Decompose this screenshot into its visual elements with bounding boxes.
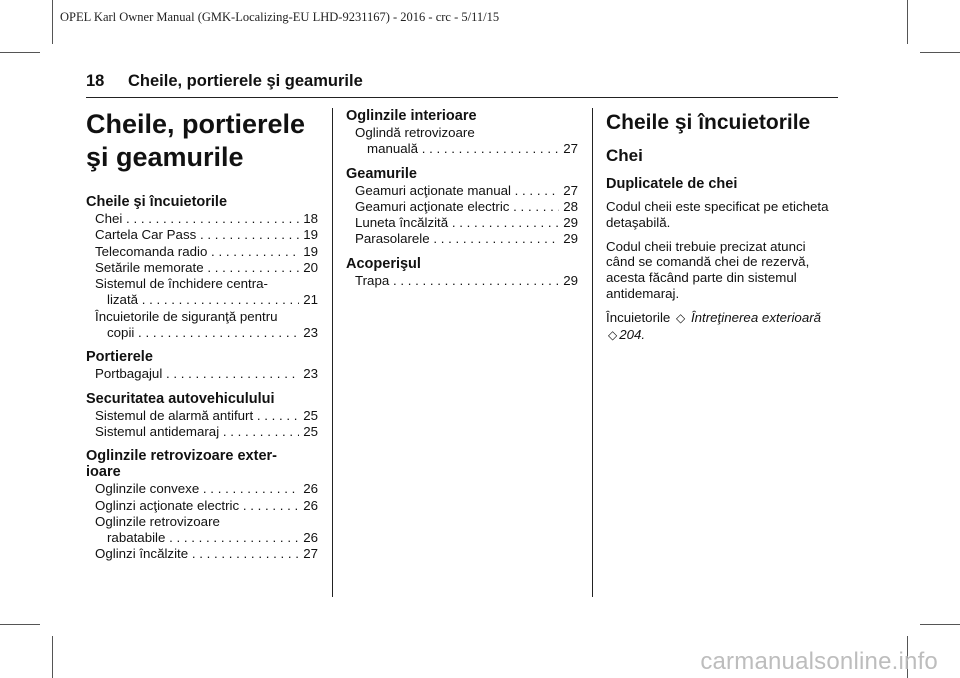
toc-section-title: Portierele (86, 349, 153, 366)
crop-mark (52, 0, 53, 44)
header-rule (86, 97, 838, 98)
toc-section (86, 391, 318, 441)
crop-mark (907, 0, 908, 44)
paragraph: Codul cheii trebuie precizat atunci când se comandă chei de rezervă, acesta făcând parte din sistemul antidemaraj. (606, 238, 810, 301)
toc-section-title: Securitatea autovehiculului (86, 390, 275, 407)
toc-entry[interactable]: 19 Cartela Car Pass . . . (86, 227, 318, 243)
crop-mark (0, 624, 40, 625)
running-head (86, 72, 363, 91)
toc-section (346, 256, 578, 289)
cross-reference-link[interactable]: exterioară (761, 309, 822, 325)
toc-entry[interactable]: 29 Trapa . . . (346, 273, 578, 289)
running-head-title: Cheile, portierele şi geamurile (128, 72, 363, 90)
topic-heading: Duplicatele de chei (606, 176, 738, 192)
toc-section-title: Oglinzile retrovizoare exter-ioare (86, 448, 277, 481)
toc-entry[interactable]: 26 Oglinzile convexe . . . (86, 481, 318, 497)
toc-section (86, 448, 318, 562)
toc-section (86, 349, 318, 382)
toc-entry[interactable]: 26 Oglinzi acţionate electric . . . (86, 498, 318, 514)
crop-mark (920, 52, 960, 53)
column-divider (592, 108, 593, 597)
toc-entry[interactable]: 29 Parasolarele . . . (346, 231, 578, 247)
toc-entry[interactable]: 25 Sistemul de alarmă antifurt . . . (86, 408, 318, 424)
page-reference-icon: ◇ (676, 310, 686, 325)
toc-entry[interactable]: 18 Chei . . . (86, 211, 318, 227)
cross-reference-page[interactable]: 204. (619, 326, 646, 342)
toc-section-title: Geamurile (346, 165, 417, 182)
toc-entry[interactable]: 25 Sistemul antidemaraj . . . (86, 424, 318, 440)
toc-entry[interactable]: 20 Setările memorate . . . (86, 260, 318, 276)
toc-column-2 (346, 108, 578, 289)
body-column (606, 110, 832, 351)
page-reference-icon: ◇ (608, 327, 618, 342)
toc-column-1 (86, 108, 318, 563)
crop-mark (52, 636, 53, 678)
toc-section (86, 194, 318, 341)
toc-section (346, 166, 578, 248)
cross-reference-link[interactable]: Întreţinerea (690, 309, 759, 325)
document-header: OPEL Karl Owner Manual (GMK-Localizing-EU LHD-9231167) - 2016 - crc - 5/11/15 (60, 10, 500, 24)
toc-entry[interactable]: Oglindă retrovizoare 27 manuală . . . (346, 125, 578, 158)
paragraph: Încuietorile ◇ Întreţinerea exterioară◇ 204. (606, 309, 822, 342)
section-heading: Cheile şi încuietorile (606, 111, 811, 134)
toc-entry[interactable]: Sistemul de închidere centra- 21 lizată . . . (86, 276, 318, 309)
watermark: carmanualsonline.info (700, 648, 938, 675)
toc-entry[interactable]: 23 Portbagajul . . . (86, 366, 318, 382)
chapter-title: Cheile, portierele şi geamurile (86, 109, 306, 172)
paragraph: Codul cheii este specificat pe eticheta detaşabilă. (606, 199, 829, 230)
column-divider (332, 108, 333, 597)
page-number: 18 (86, 72, 105, 90)
toc-entry[interactable]: Oglinzile retrovizoare 26 rabatabile . . . (86, 514, 318, 547)
toc-entry[interactable]: 29 Luneta încălzită . . . (346, 215, 578, 231)
toc-section (346, 108, 578, 158)
subsection-heading: Chei (606, 146, 643, 165)
toc-section-title: Cheile şi încuietorile (86, 194, 228, 210)
crop-mark (920, 624, 960, 625)
toc-entry[interactable]: 27 Geamuri acţionate manual . . . (346, 183, 578, 199)
toc-entry[interactable]: Încuietorile de siguranţă pentru 23 copii . . . (86, 309, 318, 342)
toc-entry[interactable]: 19 Telecomanda radio . . . (86, 244, 318, 260)
toc-section-title: Oglinzile interioare (346, 108, 477, 124)
crop-mark (0, 52, 40, 53)
toc-section-title: Acoperişul (346, 255, 421, 272)
toc-entry[interactable]: 28 Geamuri acţionate electric . . . (346, 199, 578, 215)
toc-entry[interactable]: 27 Oglinzi încălzite . . . (86, 546, 318, 562)
